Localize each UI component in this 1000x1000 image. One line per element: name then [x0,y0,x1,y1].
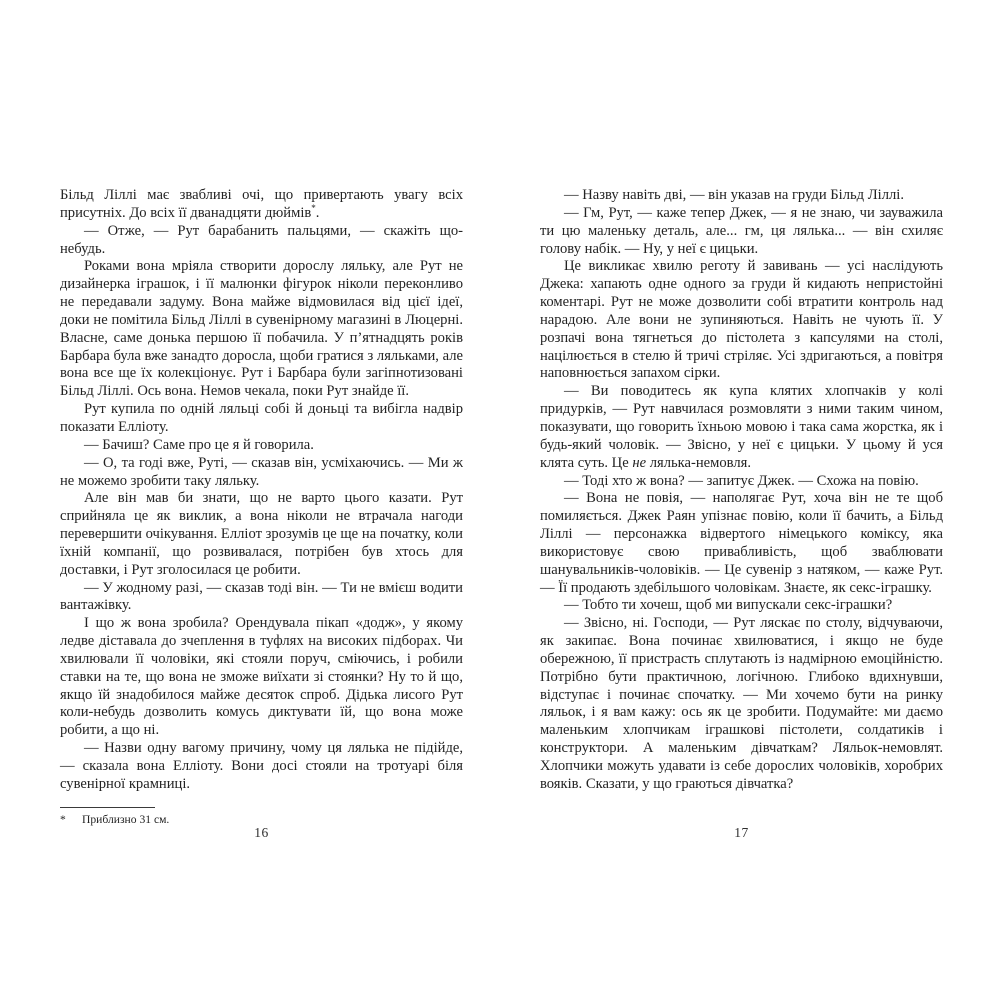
paragraph [60,187,463,223]
paragraph [60,740,463,794]
text-segment: Це викликає хвилю реготу й завивань — усі наслідують Джека: хапають одне одного за груди й кидають непристойні коментарі. Рут не може дозволити собі втратити контроль над нарадою. Але вони не зупиняються. Навіть не чують її. У розпачі вона тягнеться до пістолета з капсулями на столі, націлюється в стелю й тричі стріляє. Усі здригаються, а повітря наповнюється запахом сірки. [540,258,943,382]
paragraph [60,437,463,455]
text-segment: — Бачиш? Саме про це я й говорила. [84,436,314,453]
page-number-right: 17 [734,825,749,840]
text-segment: Більд Ліллі має звабливі очі, що привертають увагу всіх присутніх. До всіх її дванадцяти дюймів [60,187,463,221]
text-segment: — О, та годі вже, Руті, — сказав він, усміхаючись. — Ми ж не можемо зробити таку ляльку. [60,454,463,489]
paragraph [540,473,943,491]
text-segment: . [315,204,320,221]
paragraph [540,258,943,383]
text-segment: — Тоді хто ж вона? — запитує Джек. — Схожа на повію. [564,472,919,489]
text-segment: — Назву навіть дві, — він указав на груди Більд Ліллі. [564,187,904,203]
text-segment: — Звісно, ні. Господи, — Рут ляскає по столу, відчуваючи, як закипає. Вона починає хвилюватися, і якщо не буде обережною, її пристрасть сплутають із надмірною емоційністю. Потрібно бути практичною, логічною. Глибоко вдихнувши, відступає і починає спочатку. — Ми хочемо бути на ринку ляльок, і я вам кажу: ось як це зробити. Подумайте: ми даємо маленьким хлопчикам іграшкові пістолети, солдатиків і конструктори. А маленьким дівчаткам? Ляльок-немовлят. Хлопчики можуть удавати із себе дорослих чоловіків, хоробрих вояків. Сказати, у що граються дівчатка? [540,615,943,792]
paragraph [60,455,463,491]
page-number-left: 16 [254,825,269,840]
text-segment: Рут купила по одній ляльці собі й доньці та вибігла надвір показати Елліоту. [60,401,463,435]
left-page-text [60,187,463,794]
paragraph [60,580,463,616]
paragraph [540,383,943,472]
footnote-block [60,807,463,827]
paragraph [540,597,943,615]
paragraph [540,187,943,205]
paragraph [60,223,463,259]
left-page [60,187,463,947]
text-segment: — Отже, — Рут барабанить пальцями, — скажіть що-небудь. [60,222,463,257]
paragraph [60,490,463,579]
right-page-text [540,187,943,794]
right-page [540,187,943,947]
paragraph [60,258,463,401]
text-segment: — Гм, Рут, — каже тепер Джек, — я не знаю, чи зауважила ти цю маленьку деталь, але... гм, ця лялька... — він схиляє голову набік. — Ну, у неї є цицьки. [540,204,943,257]
footnote-divider [60,807,155,808]
text-segment: Роками вона мріяла створити дорослу ляльку, але Рут не дизайнерка іграшок, і її малюнки фігурок ніколи переконливо не передавали задуму. Вона майже відмовилася від цієї ідеї, доки не помітила Більд Ліллі в сувенірному магазині в Люцерні. Власне, саме донька першою її побачила. У п’ятнадцять років Барбара була вже занадто доросла, щоби гратися з ляльками, але вона все ще їх колекціонує. Рут і Барбара були загіпнотизовані Більд Ліллі. Ось вона. Немов чекала, поки Рут знайде її. [60,258,463,400]
paragraph [540,490,943,597]
text-segment: не [632,454,647,471]
paragraph [60,615,463,740]
text-segment: І що ж вона зробила? Орендувала пікап «додж», у якому ледве діставала до зчеплення в туфлях на високих підборах. Чи хвилювали її чоловіки, які стояли поруч, сміючись, і робили ставки на те, що вона не зможе виїхати зі стоянки? Ну то й що, якщо їй знадобилося майже десяток спроб. Дідька лисого Рут коли-небудь дозволить комусь диктувати їй, що вона може робити, а що ні. [60,615,463,739]
paragraph [540,615,943,793]
text-segment: — Тобто ти хочеш, щоб ми випускали секс-іграшки? [564,597,893,614]
text-segment: — Назви одну вагому причину, чому ця лялька не підійде, — сказала вона Елліоту. Вони досі стояли на тротуарі біля сувенірної крамниці. [60,740,463,792]
text-segment: — У жодному разі, — сказав тоді він. — Ти не вмієш водити вантажівку. [60,579,463,614]
text-segment: лялька-немовля. [646,454,752,471]
footnote-text: Приблизно 31 см. [82,812,170,826]
footnote-reference: * [311,202,316,213]
paragraph [540,205,943,259]
paragraph [60,401,463,437]
text-segment: — Ви поводитесь як купа клятих хлопчаків у колі придурків, — Рут навчилася розмовляти з ними таким чином, показувати, що говорить їхньою мовою і така сама жорстка, як і будь-який чоловік. — Звісно, у неї є цицьки. У цьому й уся клята суть. Це [540,383,943,471]
text-segment: — Вона не повія, — наполягає Рут, хоча він не те щоб помиляється. Джек Раян упізнає повію, коли її бачить, а Більд Ліллі — персонажка відвертого німецького коміксу, яка використовує свою привабливість, щоб зваблювати шанувальників-чоловіків. — Це сувенір з натяком, — каже Рут. — Її продають здебільшого чоловікам. Знаєте, як секс-іграшку. [540,490,943,596]
text-segment: Але він мав би знати, що не варто цього казати. Рут сприйняла це як виклик, а вона ніколи не втрачала нагоди перевершити очікування. Елліот зрозумів це ще на початку, коли їхній компанії, що розвивалася, потрібен був хтось для доставки, і Рут зголосилася це робити. [60,490,463,578]
footnote-marker: * [60,812,66,826]
